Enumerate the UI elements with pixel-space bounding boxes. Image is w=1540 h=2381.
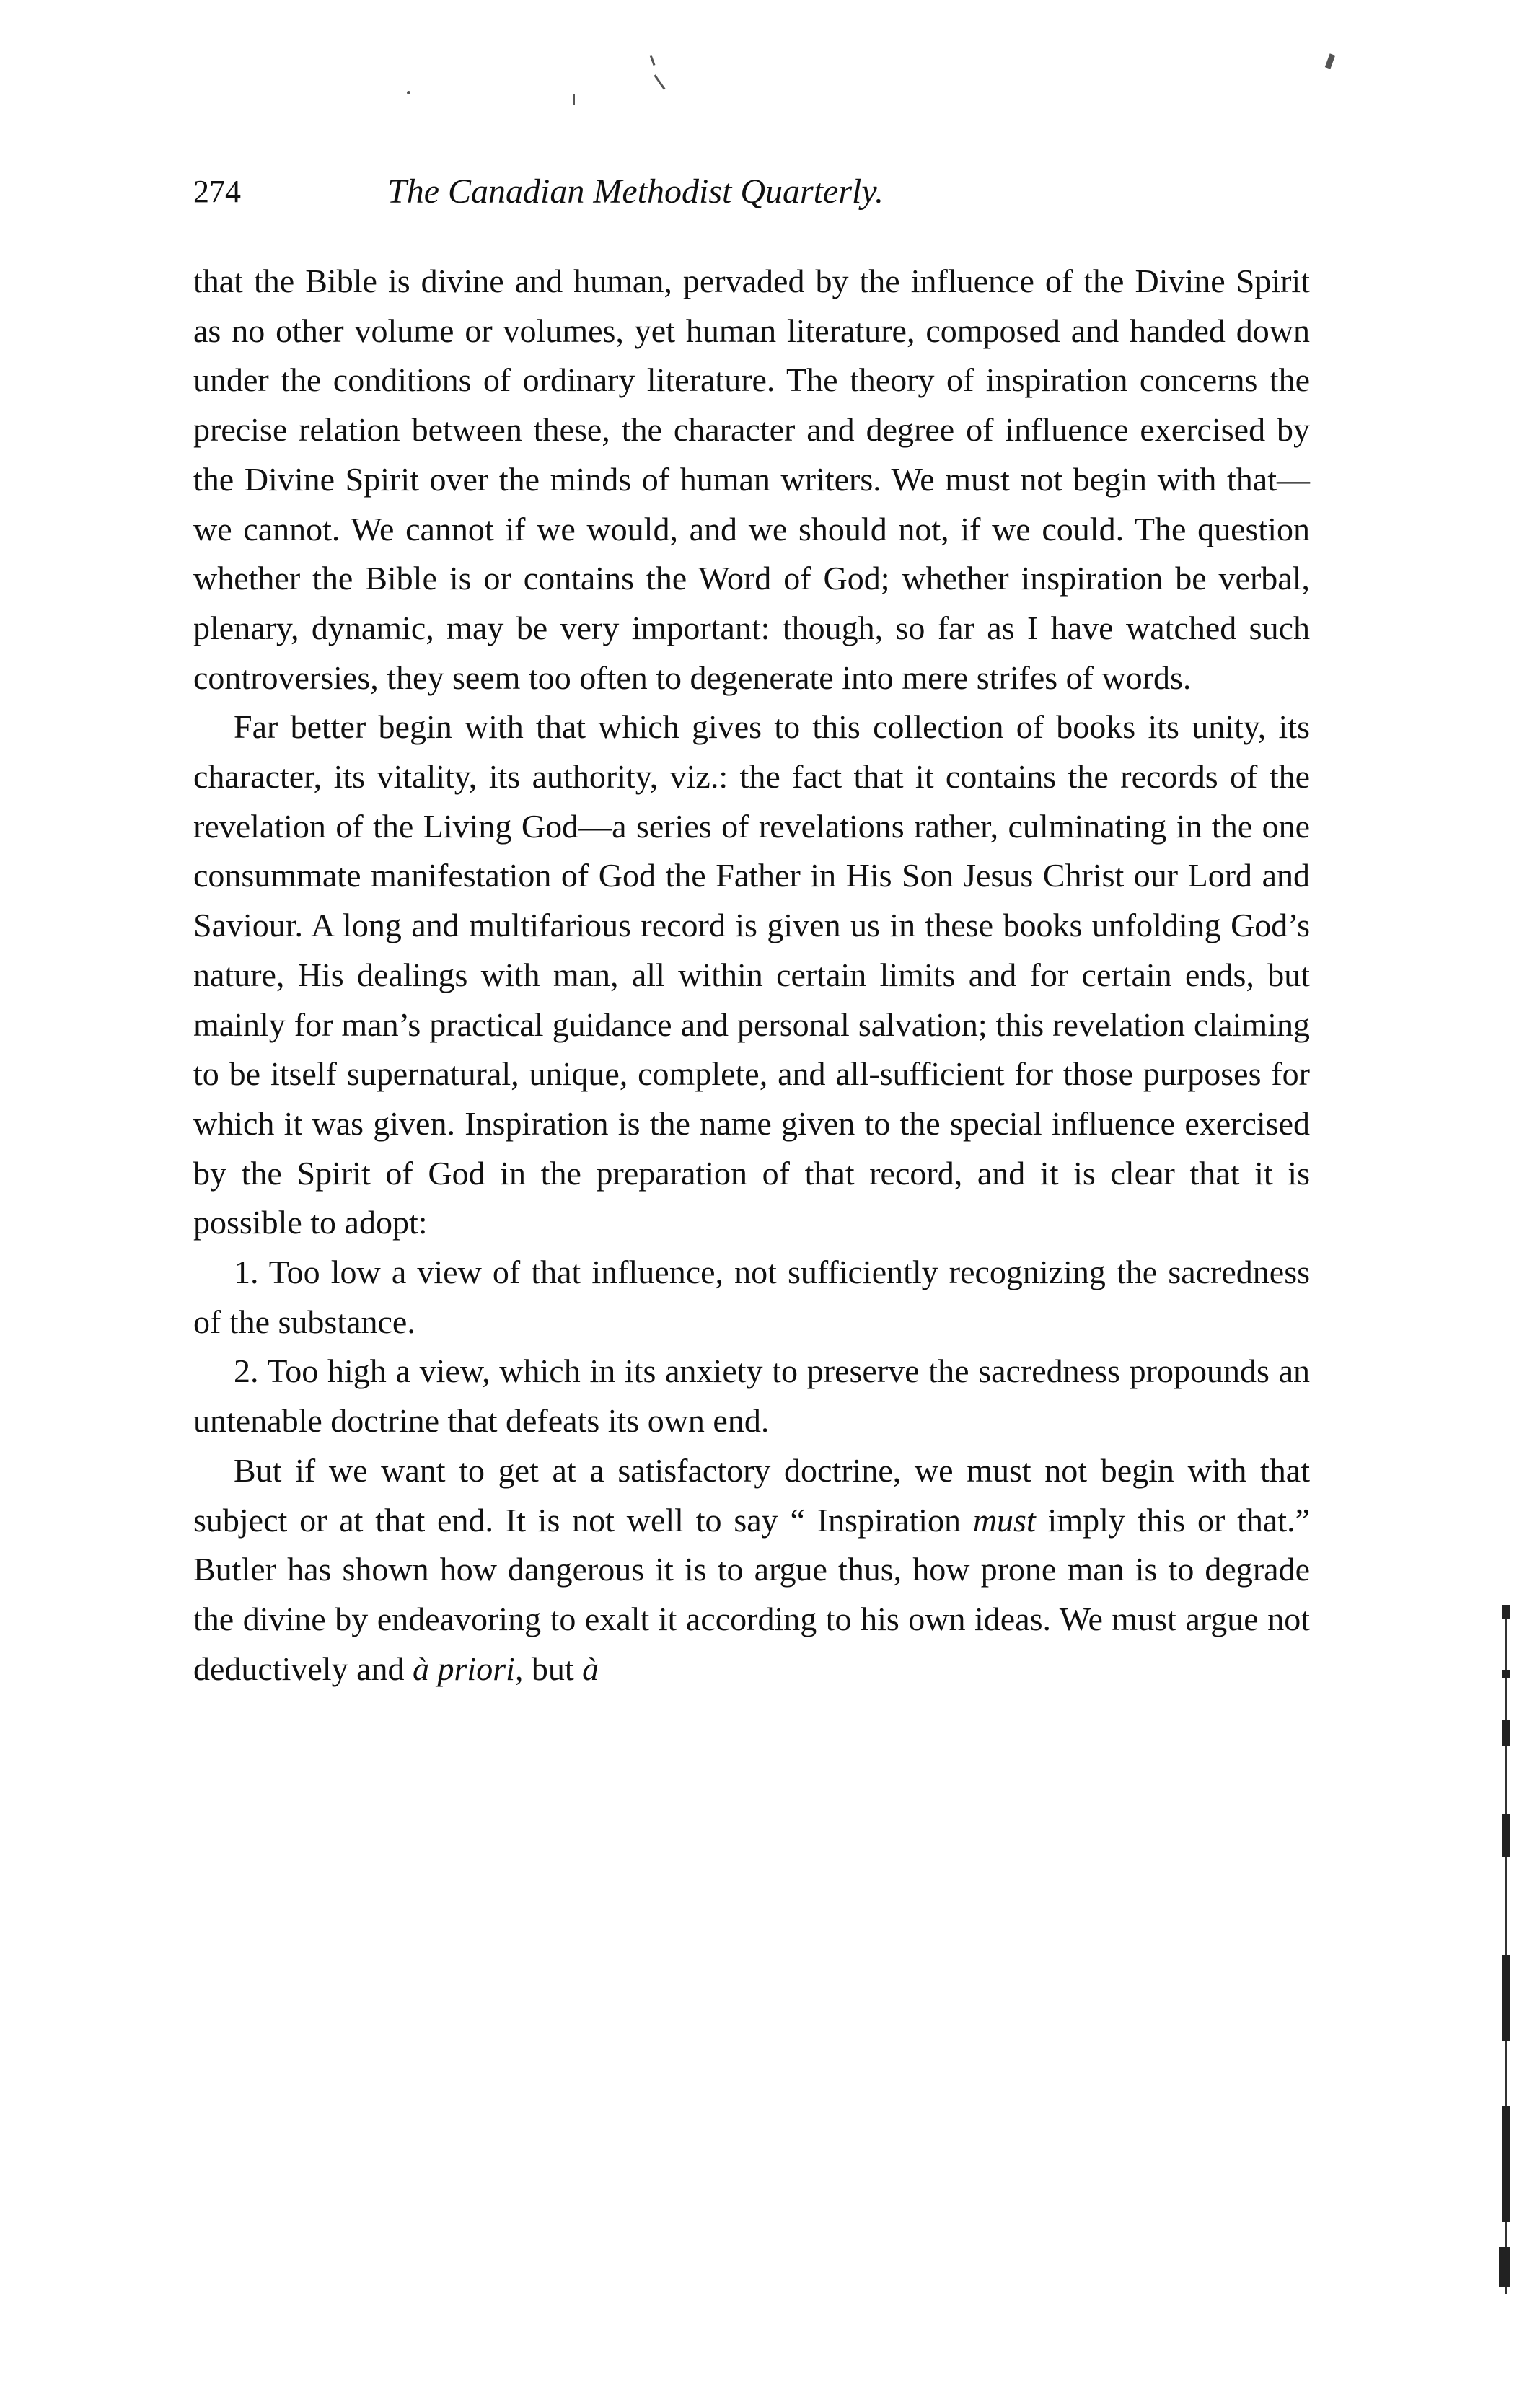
gutter-mark (1502, 1955, 1510, 2041)
list-item-2: 2. Too high a view, which in its anxiety to preserve the sacredness propounds an untenable doctrine that defeats its own end. (193, 1352, 1310, 1440)
gutter-mark (1502, 1814, 1510, 1857)
scan-speck (650, 55, 656, 66)
paragraph-5 (193, 1446, 1310, 1694)
body-text (193, 257, 1310, 1694)
scan-speck (573, 94, 575, 105)
gutter-mark (1502, 1720, 1510, 1746)
paragraph-5-text-b: imply this or that.” Butler has shown how dangerous it is to argue thus, how prone man is to degrade the divine by endeavoring to exalt it according to his own ideas. We must argue not deductively and (193, 1501, 1310, 1687)
gutter-mark (1499, 2247, 1510, 2287)
scan-speck (1325, 53, 1335, 69)
running-title: The Canadian Methodist Quarterly. (387, 172, 884, 211)
paragraph-5-text-c: but (523, 1650, 583, 1687)
paragraph-2: Far better begin with that which gives to this collection of books its unity, its character, its vitality, its authority, viz.: the fact that it contains the records of the revelation of the Living God—a series of revelations rather, culminating in the one consummate manifestation of God the Father in His Son Jesus Christ our Lord and Saviour. A long and multifarious record is given us in these books unfolding God’s nature, His dealings with man, all within certain limits and for certain ends, but mainly for man’s practical guidance and personal salvation; this revelation claiming to be itself supernatural, unique, complete, and all-sufficient for those purposes for which it was given. Inspiration is the name given to the special influence exercised by the Spirit of God in the preparation of that record, and it is clear that it is possible to adopt: (193, 708, 1310, 1241)
list-item-1: 1. Too low a view of that influence, not sufficiently recognizing the sacredness of the substance. (193, 1254, 1310, 1340)
gutter-mark (1502, 1605, 1510, 1619)
paragraph-1: that the Bible is divine and human, pervaded by the influence of the Divine Spirit as no other volume or volumes, yet human literature, composed and handed down under the conditions of ordinary literature. The theory of inspiration concerns the precise relation between these, the character and degree of influence exercised by the Divine Spirit over the minds of human writers. We must not begin with that—we cannot. We cannot if we would, and we should not, if we could. The question whether the Bible is or contains the Word of God; whether inspiration be verbal, plenary, dynamic, may be very important: though, so far as I have watched such controversies, they seem too often to degenerate into mere strifes of words. (193, 263, 1310, 696)
gutter-mark (1502, 1670, 1510, 1678)
scan-speck (407, 91, 410, 94)
italic-must: must (972, 1501, 1036, 1539)
italic-a-priori: à priori, (413, 1650, 524, 1687)
paragraph-5-text-a: But if we want to get at a satisfactory doctrine, we must not begin with that subject or at that end. It is not well to say “ Inspiration (193, 1451, 1310, 1539)
italic-a-final: à (582, 1650, 599, 1687)
gutter-mark (1502, 2106, 1510, 2222)
scan-speck (654, 74, 665, 89)
running-header (193, 166, 1319, 218)
page-number: 274 (193, 174, 241, 209)
